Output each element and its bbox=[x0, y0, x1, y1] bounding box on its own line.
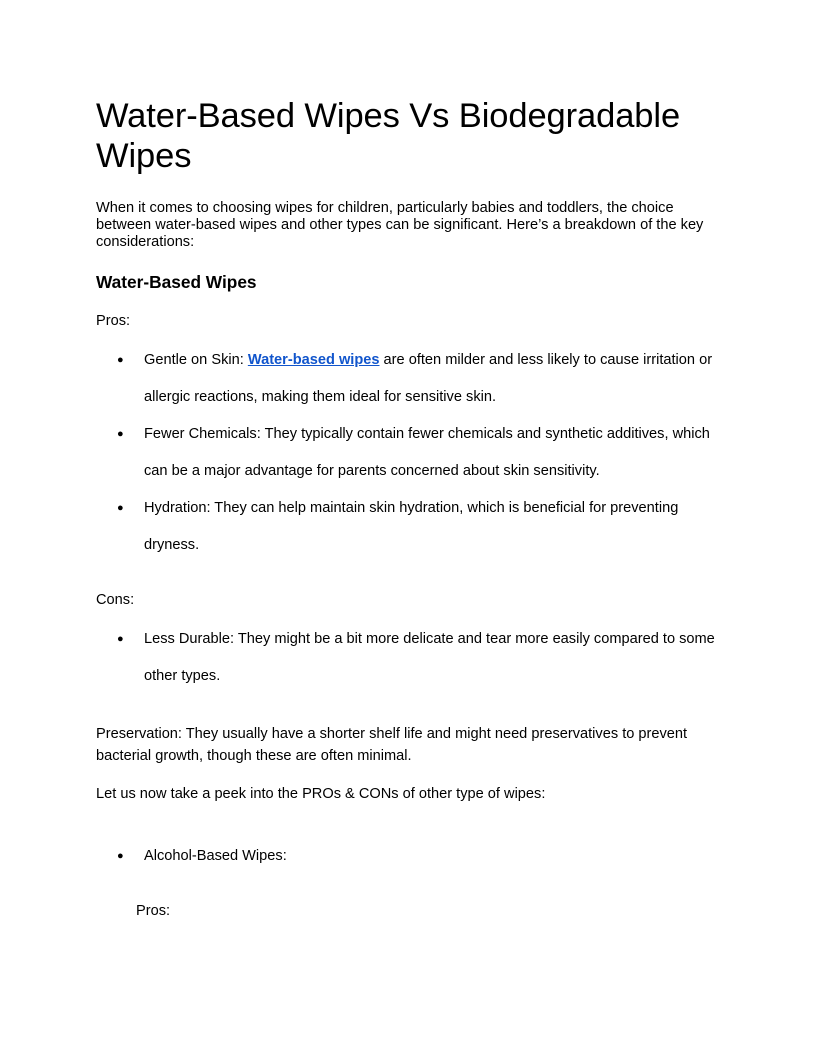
section-heading: Water-Based Wipes bbox=[96, 272, 257, 292]
list-item bbox=[96, 838, 736, 875]
water-based-wipes-link[interactable]: Water-based wipes bbox=[247, 352, 380, 368]
bullet-icon: ● bbox=[117, 354, 124, 366]
pros-label: Pros: bbox=[96, 313, 131, 329]
intro-paragraph: When it comes to choosing wipes for children, particularly babies and toddlers, the choice between water-based wipes and other types can be significant. Here’s a breakdown of the key considerations: bbox=[96, 200, 704, 250]
bullet-icon: ● bbox=[117, 850, 124, 862]
list-item-prefix: Gentle on Skin: bbox=[144, 352, 248, 368]
list-item bbox=[96, 490, 736, 564]
bullet-icon: ● bbox=[117, 502, 124, 514]
bullet-icon: ● bbox=[117, 633, 124, 645]
list-item bbox=[96, 342, 736, 416]
cons-list bbox=[96, 621, 736, 695]
list-item bbox=[96, 416, 736, 490]
page-title: Water-Based Wipes Vs Biodegradable Wipes bbox=[96, 97, 681, 175]
other-types-list bbox=[96, 838, 736, 875]
list-item-text: Alcohol-Based Wipes: bbox=[144, 848, 287, 864]
list-item-text: are often milder and less likely to cause irritation or allergic reactions, making them ideal for sensitive skin. bbox=[144, 352, 713, 405]
list-item-text: Less Durable: They might be a bit more delicate and tear more easily compared to some other types. bbox=[144, 631, 715, 684]
list-item-text: Hydration: They can help maintain skin hydration, which is beneficial for preventing dryness. bbox=[144, 500, 679, 553]
document-page bbox=[96, 96, 736, 919]
list-item bbox=[96, 621, 736, 695]
bullet-icon: ● bbox=[117, 428, 124, 440]
cons-label: Cons: bbox=[96, 592, 135, 608]
sub-pros-label: Pros: bbox=[136, 903, 171, 919]
list-item-text: Fewer Chemicals: They typically contain fewer chemicals and synthetic additives, which can be a major advantage for parents concerned about skin sensitivity. bbox=[144, 426, 710, 479]
preservation-paragraph: Preservation: They usually have a shorter shelf life and might need preservatives to prevent bacterial growth, though these are often minimal. bbox=[96, 726, 688, 764]
transition-paragraph: Let us now take a peek into the PROs & CONs of other type of wipes: bbox=[96, 786, 546, 802]
pros-list bbox=[96, 342, 736, 564]
